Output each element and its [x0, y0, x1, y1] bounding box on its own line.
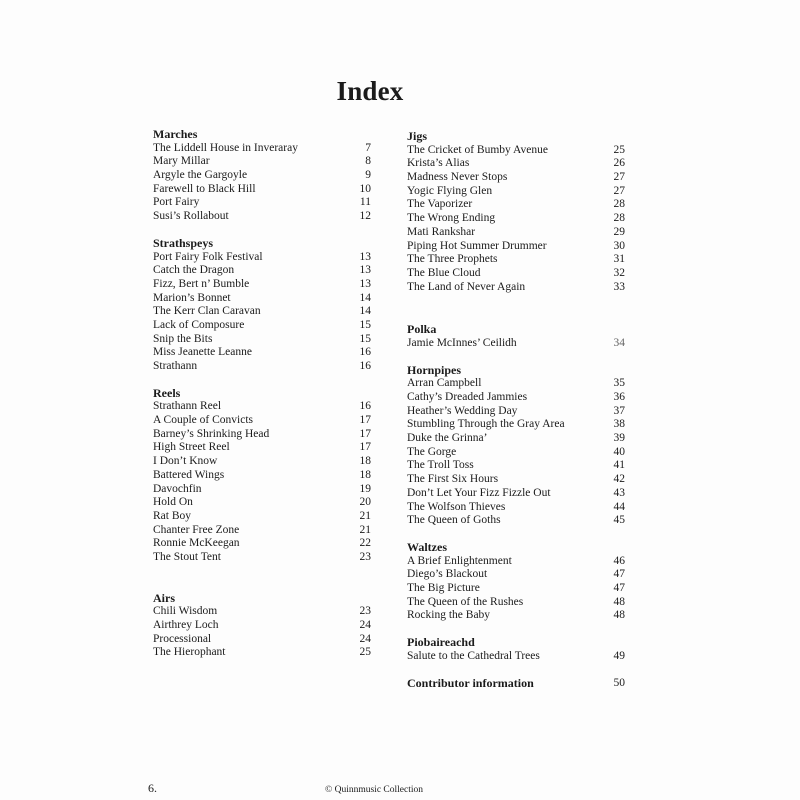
entry-title: The Vaporizer	[407, 198, 473, 211]
section-spacer	[153, 565, 371, 592]
entry-page: 8	[365, 155, 371, 168]
section-spacer	[153, 224, 371, 237]
entry-title: A Brief Enlightenment	[407, 554, 512, 567]
index-entry	[153, 633, 371, 647]
entry-title: Ronnie McKeegan	[153, 537, 240, 550]
index-entry	[407, 487, 625, 501]
entry-page: 27	[613, 171, 625, 184]
entry-title: A Couple of Convicts	[153, 414, 253, 427]
entry-page: 42	[613, 473, 625, 486]
entry-page: 33	[613, 280, 625, 293]
index-entry	[153, 264, 371, 278]
index-entry	[407, 391, 625, 405]
entry-page: 31	[613, 253, 625, 266]
index-entry	[407, 609, 625, 623]
entry-page: 21	[359, 509, 371, 522]
index-entry	[407, 281, 625, 295]
entry-page: 36	[613, 391, 625, 403]
index-entry	[407, 405, 625, 419]
index-entry	[407, 432, 625, 446]
entry-page: 47	[613, 581, 625, 594]
entry-title: The Queen of Goths	[407, 514, 501, 527]
entry-title: Strathann Reel	[153, 400, 222, 413]
index-entry	[153, 155, 371, 169]
index-entry	[407, 226, 625, 240]
entry-title: The Three Prophets	[407, 253, 498, 266]
index-entry	[153, 605, 371, 619]
entry-title: Madness Never Stops	[407, 171, 508, 184]
index-entry	[407, 240, 625, 254]
entry-page: 23	[359, 605, 371, 618]
entry-title: Stumbling Through the Gray Area	[407, 418, 565, 431]
entry-page: 14	[359, 305, 371, 318]
entry-title: Chanter Free Zone	[153, 523, 240, 536]
entry-page: 13	[359, 250, 371, 263]
entry-page: 43	[613, 486, 625, 499]
copyright-notice: © Quinnmusic Collection	[325, 785, 423, 795]
page-title: Index	[336, 76, 404, 106]
entry-page: 50	[613, 677, 625, 690]
index-section	[407, 636, 625, 663]
index-section	[153, 237, 371, 374]
entry-title: Arran Campbell	[407, 377, 482, 390]
entry-title: Cathy’s Dreaded Jammies	[407, 391, 528, 403]
entry-title: Rat Boy	[153, 509, 192, 522]
index-entry	[407, 212, 625, 226]
index-entry	[153, 292, 371, 306]
section-heading: Airs	[153, 590, 175, 605]
entry-page: 25	[359, 646, 371, 659]
index-entry	[407, 157, 625, 171]
entry-title: The First Six Hours	[407, 473, 499, 486]
section-heading: Marches	[153, 127, 198, 141]
entry-title: Davochfin	[153, 482, 202, 495]
entry-page: 28	[613, 212, 625, 225]
entry-title: Barney’s Shrinking Head	[153, 427, 270, 440]
entry-page: 19	[359, 482, 371, 495]
entry-title: Port Fairy	[153, 196, 200, 209]
entry-title: Lack of Composure	[153, 318, 245, 331]
index-entry	[153, 469, 371, 483]
section-heading: Waltzes	[407, 539, 447, 554]
index-entry	[407, 267, 625, 281]
entry-title: Duke the Grinna’	[407, 432, 488, 445]
entry-page: 9	[365, 169, 371, 182]
index-entry	[407, 253, 625, 267]
index-entry	[153, 169, 371, 183]
index-entry	[407, 144, 625, 158]
index-entry	[153, 441, 371, 455]
entry-page: 23	[359, 550, 371, 563]
section-spacer	[153, 374, 371, 387]
entry-title: Rocking the Baby	[407, 609, 491, 622]
section-spacer	[407, 294, 625, 323]
entry-title: The Kerr Clan Caravan	[153, 305, 261, 318]
index-section	[153, 592, 371, 660]
index-section	[407, 541, 625, 623]
entry-page: 15	[359, 318, 371, 331]
index-entry	[407, 377, 625, 391]
entry-page: 46	[613, 554, 625, 567]
entry-page: 25	[613, 143, 625, 156]
index-entry	[407, 446, 625, 460]
entry-page: 17	[359, 441, 371, 454]
entry-title: Port Fairy Folk Festival	[153, 250, 263, 263]
entry-title: The Blue Cloud	[407, 266, 481, 279]
entry-page: 29	[613, 225, 625, 238]
entry-page: 17	[359, 427, 371, 440]
index-entry	[407, 501, 625, 515]
index-section	[407, 130, 625, 294]
entry-page: 39	[613, 432, 625, 445]
entry-title: Battered Wings	[153, 468, 225, 481]
index-entry	[153, 428, 371, 442]
index-entry	[407, 473, 625, 487]
entry-page: 7	[365, 141, 371, 154]
entry-page: 16	[359, 346, 371, 359]
index-column-right	[407, 130, 625, 691]
entry-page: 47	[613, 568, 625, 581]
entry-title: Yogic Flying Glen	[407, 184, 493, 197]
entry-page: 28	[613, 198, 625, 211]
entry-title: Piping Hot Summer Drummer	[407, 239, 547, 252]
entry-page: 35	[613, 377, 625, 390]
index-entry	[153, 183, 371, 197]
index-entry	[407, 459, 625, 473]
entry-title: The Cricket of Bumby Avenue	[407, 143, 548, 156]
section-spacer	[407, 528, 625, 541]
entry-page: 14	[359, 291, 371, 304]
section-heading: Strathspeys	[153, 235, 214, 250]
section-heading: Polka	[407, 322, 437, 337]
section-spacer	[407, 351, 625, 364]
index-entry	[407, 418, 625, 432]
index-entry	[407, 514, 625, 528]
entry-page: 48	[613, 609, 625, 622]
index-entry	[153, 524, 371, 538]
entry-title: Mati Rankshar	[407, 225, 476, 238]
entry-page: 13	[359, 264, 371, 277]
entry-page: 24	[359, 632, 371, 645]
index-entry	[153, 551, 371, 565]
entry-page: 30	[613, 239, 625, 252]
entry-title: Processional	[153, 632, 212, 645]
entry-page: 48	[613, 595, 625, 608]
entry-title: Marion’s Bonnet	[153, 291, 231, 304]
entry-title: Susi’s Rollabout	[153, 210, 229, 223]
entry-title: Jamie McInnes’ Ceilidh	[407, 336, 517, 349]
section-spacer	[407, 663, 625, 677]
entry-title: The Gorge	[407, 445, 457, 458]
index-section	[407, 323, 625, 350]
entry-title: The Wolfson Thieves	[407, 500, 506, 513]
entry-page: 12	[359, 210, 371, 223]
entry-title: Snip the Bits	[153, 332, 213, 345]
entry-page: 37	[613, 404, 625, 417]
entry-page: 49	[613, 649, 625, 662]
entry-page: 10	[359, 182, 371, 195]
index-column-left	[153, 128, 371, 660]
entry-page: 11	[359, 196, 371, 209]
entry-title: Airthrey Loch	[153, 619, 219, 631]
index-entry	[407, 555, 625, 569]
entry-page: 26	[613, 157, 625, 170]
index-entry	[153, 196, 371, 210]
entry-title: Contributor information	[407, 676, 534, 691]
index-entry	[153, 251, 371, 265]
index-entry	[407, 185, 625, 199]
entry-page: 41	[613, 459, 625, 472]
entry-title: Don’t Let Your Fizz Fizzle Out	[407, 486, 551, 499]
entry-page: 18	[359, 455, 371, 468]
index-section	[153, 387, 371, 565]
index-entry	[153, 619, 371, 633]
index-entry	[153, 333, 371, 347]
entry-title: I Don’t Know	[153, 455, 218, 468]
entry-title: The Queen of the Rushes	[407, 595, 524, 608]
entry-page: 38	[613, 418, 625, 431]
index-section	[153, 128, 371, 224]
index-entry	[153, 646, 371, 660]
entry-title: Heather’s Wedding Day	[407, 404, 518, 417]
entry-page: 44	[613, 500, 625, 513]
index-entry	[153, 400, 371, 414]
entry-page: 24	[359, 619, 371, 631]
entry-title: Chili Wisdom	[153, 605, 218, 618]
entry-title: The Liddell House in Inveraray	[153, 141, 298, 154]
contributor-entry	[407, 677, 625, 691]
entry-page: 21	[359, 523, 371, 536]
index-entry	[407, 596, 625, 610]
entry-page: 27	[613, 184, 625, 197]
entry-title: Farewell to Black Hill	[153, 182, 256, 195]
entry-title: Salute to the Cathedral Trees	[407, 649, 540, 662]
entry-title: Diego’s Blackout	[407, 568, 488, 581]
entry-page: 13	[359, 277, 371, 290]
index-entry	[407, 337, 625, 351]
entry-page: 17	[359, 414, 371, 427]
entry-title: Strathann	[153, 360, 198, 372]
entry-title: The Wrong Ending	[407, 212, 496, 225]
index-entry	[153, 360, 371, 374]
section-heading: Jigs	[407, 129, 428, 143]
entry-title: Fizz, Bert n’ Bumble	[153, 277, 250, 290]
entry-page: 16	[359, 400, 371, 413]
index-entry	[407, 582, 625, 596]
index-entry	[153, 278, 371, 292]
entry-title: High Street Reel	[153, 441, 230, 454]
entry-title: Catch the Dragon	[153, 264, 235, 277]
page-number: 6.	[148, 781, 157, 795]
entry-page: 20	[359, 496, 371, 509]
index-entry	[153, 483, 371, 497]
entry-page: 32	[613, 266, 625, 279]
entry-page: 15	[359, 332, 371, 345]
entry-page: 18	[359, 468, 371, 481]
index-entry	[407, 198, 625, 212]
entry-title: The Hierophant	[153, 646, 226, 659]
index-entry	[153, 319, 371, 333]
index-section	[407, 364, 625, 528]
entry-page: 34	[613, 336, 625, 349]
entry-title: The Stout Tent	[153, 550, 221, 563]
section-heading: Hornpipes	[407, 362, 462, 377]
entry-page: 45	[613, 514, 625, 527]
index-entry	[153, 210, 371, 224]
index-entry	[153, 305, 371, 319]
entry-title: Mary Millar	[153, 155, 210, 168]
entry-title: Miss Jeanette Leanne	[153, 346, 252, 359]
entry-title: The Land of Never Again	[407, 280, 526, 293]
entry-title: Hold On	[153, 496, 193, 509]
index-entry	[153, 510, 371, 524]
index-entry	[153, 496, 371, 510]
index-entry	[153, 537, 371, 551]
section-heading: Piobaireachd	[407, 635, 475, 649]
index-entry	[407, 171, 625, 185]
section-heading: Reels	[153, 385, 181, 400]
entry-title: The Troll Toss	[407, 459, 474, 472]
index-entry	[407, 650, 625, 664]
entry-title: The Big Picture	[407, 581, 480, 594]
entry-page: 22	[359, 537, 371, 550]
index-entry	[153, 455, 371, 469]
entry-page: 40	[613, 445, 625, 458]
index-entry	[153, 142, 371, 156]
entry-title: Argyle the Gargoyle	[153, 169, 248, 182]
index-entry	[407, 568, 625, 582]
entry-page: 16	[359, 360, 371, 372]
entry-title: Krista’s Alias	[407, 157, 470, 170]
index-entry	[153, 414, 371, 428]
index-entry	[153, 346, 371, 360]
